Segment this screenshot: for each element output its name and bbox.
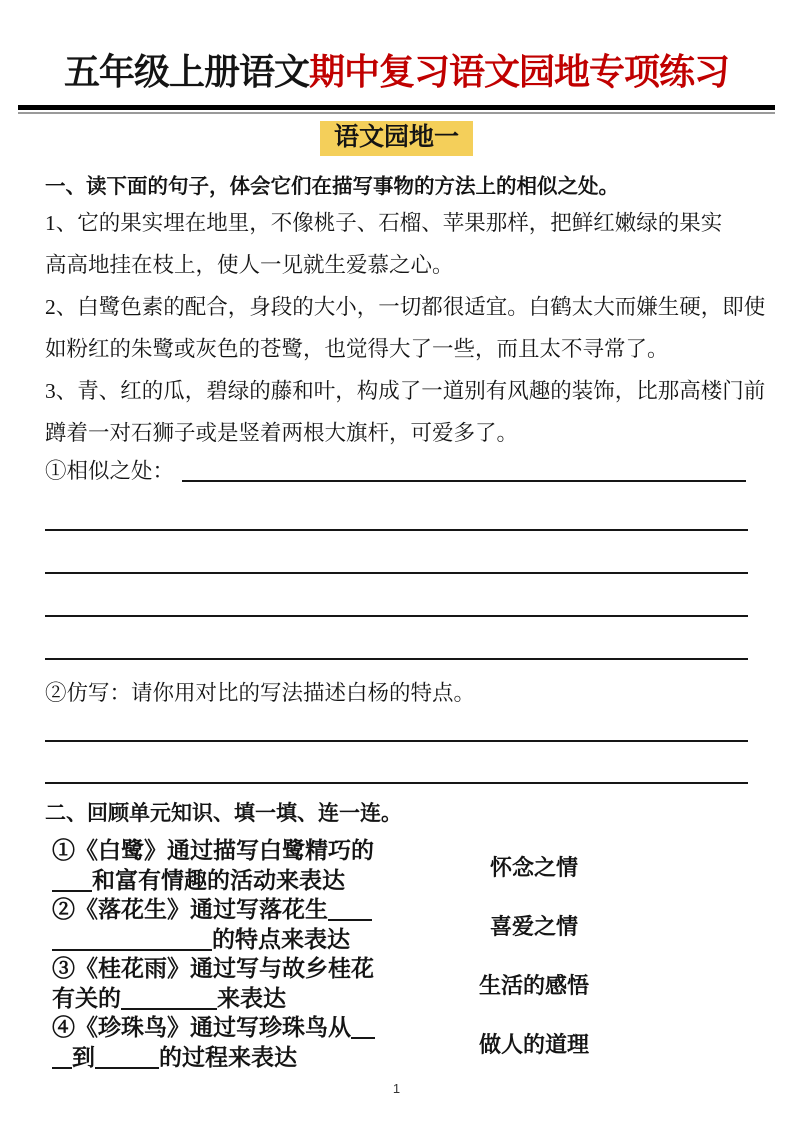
sentence-line: 2、白鹭色素的配合，身段的大小，一切都很适宜。白鹤太大而嫌生硬，即使: [45, 295, 766, 319]
page-number: 1: [392, 1081, 401, 1096]
match-option: 生活的感悟: [478, 973, 589, 998]
item2-line2: 的特点来表达: [52, 925, 454, 955]
sentence-line: 如粉红的朱鹭或灰色的苍鹭，也觉得大了一些，而且太不寻常了。: [45, 337, 669, 361]
answer-line: [45, 531, 748, 574]
section-badge-row: [0, 121, 793, 156]
matching-exercise: [45, 836, 748, 1072]
sentence-line: 1、它的果实埋在地里，不像桃子、石榴、苹果那样，把鲜红嫩绿的果实: [45, 211, 723, 235]
answer-blank-inline: [182, 480, 746, 482]
worksheet-content: [45, 172, 766, 1072]
answer-line: [45, 488, 748, 531]
inline-blank: [328, 896, 372, 921]
item1-line2: 和富有情趣的活动来表达: [52, 866, 454, 896]
section2-heading: 二、回顾单元知识、填一填、连一连。: [45, 802, 402, 825]
inline-blank: [95, 1044, 159, 1069]
answer-line: [45, 574, 748, 617]
section1-body: [45, 202, 766, 454]
inline-blank: [121, 985, 217, 1010]
item2-line1: ②《落花生》通过写落花生: [52, 895, 454, 925]
item3-line2: 有关的 来表达: [52, 985, 286, 1011]
match-option: 喜爱之情: [489, 914, 578, 939]
inline-blank: [52, 1044, 72, 1069]
answer-line: [45, 712, 748, 742]
title-part-red: 期中复习语文园地专项练习: [309, 52, 730, 92]
divider-thick-line: [18, 105, 775, 110]
sentence-line: 高高地挂在枝上，使人一见就生爱慕之心。: [45, 253, 454, 277]
sentence-line: 3、青、红的瓜，碧绿的藤和叶，构成了一道别有风趣的装饰，比那高楼门前: [45, 379, 766, 403]
match-option: 做人的道理: [478, 1032, 589, 1057]
inline-blank: [351, 1014, 375, 1039]
q2-label: ②仿写：请你用对比的写法描述白杨的特点。: [45, 681, 476, 705]
inline-blank: [52, 926, 212, 951]
section-badge: 语文园地一: [320, 121, 473, 156]
title-divider: [18, 105, 775, 114]
match-options: [454, 836, 614, 1072]
section2-items: [45, 836, 454, 1072]
item1-line1: ①《白鹭》通过描写白鹭精巧的: [52, 838, 374, 863]
item4-line1: ④《珍珠鸟》通过写珍珠鸟从: [52, 1013, 454, 1043]
item4-line2: 到 的过程来表达: [52, 1043, 454, 1073]
title-part-black: 五年级上册语文: [63, 52, 309, 92]
answer-line: [45, 617, 748, 660]
q1-label: ①相似之处：: [45, 459, 175, 483]
sentence-line: 蹲着一对石狮子或是竖着两根大旗杆，可爱多了。: [45, 421, 519, 445]
answer-line: [45, 742, 748, 784]
q1-similarity-row: [45, 454, 748, 488]
inline-blank: [52, 867, 92, 892]
section1-heading: 一、读下面的句子，体会它们在描写事物的方法上的相似之处。: [45, 175, 619, 198]
item3-line1: ③《桂花雨》通过写与故乡桂花: [52, 956, 374, 981]
match-option: 怀念之情: [489, 855, 578, 880]
divider-thin-line: [18, 112, 775, 115]
page-title: [20, 0, 773, 96]
